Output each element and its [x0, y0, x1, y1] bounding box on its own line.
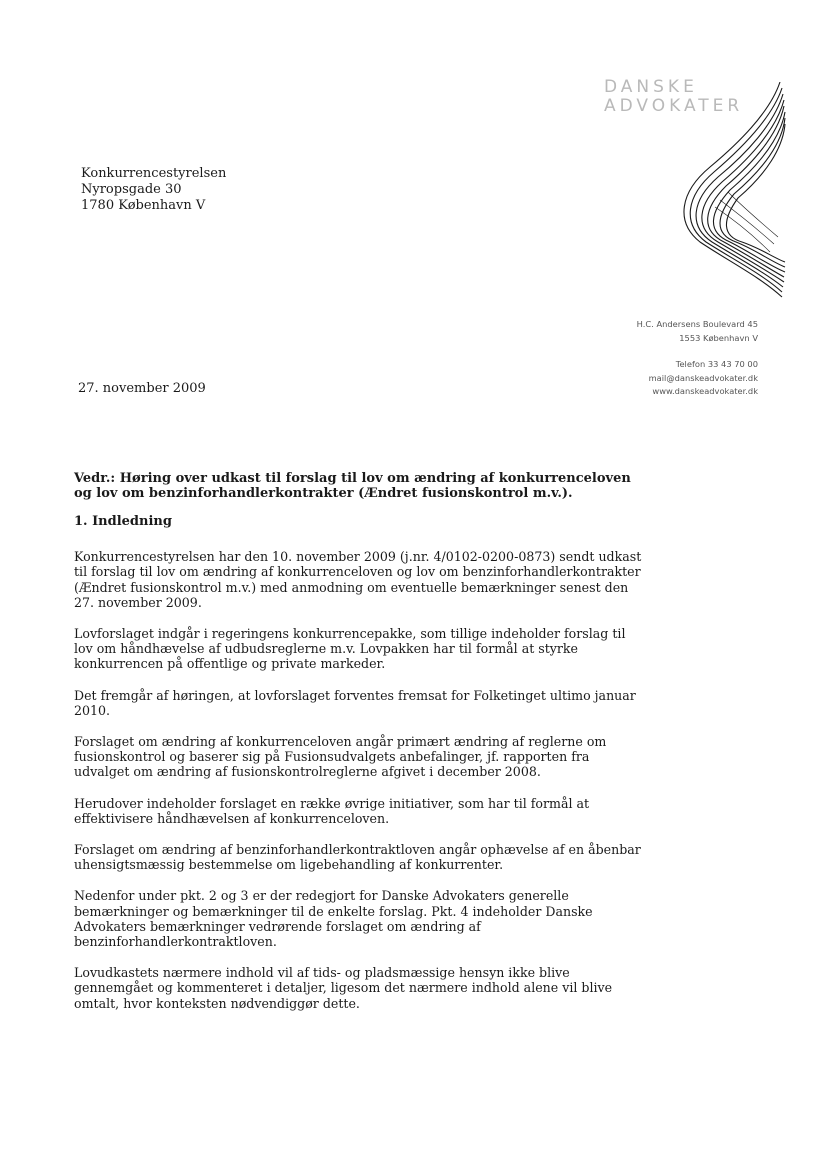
- sender-website: www.danskeadvokater.dk: [652, 386, 758, 396]
- paragraph: Forslaget om ændring af benzinforhandlerkontraktloven angår ophævelse af en åbenbar uhensigtsmæssig bestemmelse om ligebehandling af konkurrenter.: [74, 842, 641, 873]
- section-heading: 1. Indledning: [74, 514, 172, 529]
- paragraph: Konkurrencestyrelsen har den 10. november 2009 (j.nr. 4/0102-0200-0873) sendt udkast til forslag til lov om ændring af konkurrenceloven og lov om benzinforhandlerkontrakter (Ændret fusionskontrol m.v.) med anmodning om eventuelle bemærkninger senest den 27. november 2009.: [74, 549, 642, 610]
- subject-line: Vedr.: Høring over udkast til forslag til lov om ændring af konkurrenceloven og lov om benzinforhandlerkontrakter (Ændret fusionskontrol m.v.).: [74, 471, 631, 501]
- recipient-city: 1780 København V: [81, 198, 206, 213]
- sender-email: mail@danskeadvokater.dk: [648, 372, 758, 383]
- paragraph: Lovudkastets nærmere indhold vil af tids- og pladsmæssige hensyn ikke blive gennemgået og kommenteret i detaljer, ligesom det nærmere indhold alene vil blive omtalt, hvor konteksten nødvendiggør dette.: [74, 965, 613, 1011]
- sender-phone: Telefon 33 43 70 00: [675, 359, 758, 369]
- paragraph: Herudover indeholder forslaget en række øvrige initiativer, som har til formål at effektivisere håndhævelsen af konkurrenceloven.: [74, 795, 590, 826]
- paragraph: Det fremgår af høringen, at lovforslaget forventes fremsat for Folketinget ultimo januar 2010.: [74, 687, 636, 718]
- sender-address: [637, 318, 758, 399]
- recipient-address: [81, 166, 226, 214]
- logo-line-2: ADVOKATER: [604, 96, 744, 116]
- recipient-name: Konkurrencestyrelsen: [81, 166, 227, 181]
- paragraph: Nedenfor under pkt. 2 og 3 er der redegjort for Danske Advokaters generelle bemærkninger og bemærkninger til de enkelte forslag. Pkt. 4 indeholder Danske Advokaters bemærkninger vedrørende forslaget om ændring af benzinforhandlerkontraktloven.: [74, 888, 593, 950]
- paragraph: Forslaget om ændring af konkurrenceloven angår primært ændring af reglerne om fusionskontrol og baserer sig på Fusionsudvalgets anbefalinger, jf. rapporten fra udvalget om ændring af fusionskontrolreglerne afgivet i december 2008.: [74, 734, 607, 780]
- letter-date: 27. november 2009: [78, 381, 206, 396]
- sender-street: H.C. Andersens Boulevard 45: [636, 319, 758, 329]
- paragraph: Lovforslaget indgår i regeringens konkurrencepakke, som tillige indeholder forslag til lov om håndhævelse af udbudsreglerne m.v. Lovpakken har til formål at styrke konkurrencen på offentlige og private markeder.: [74, 626, 626, 672]
- recipient-street: Nyropsgade 30: [81, 182, 182, 197]
- logo-swoosh-graphic: [670, 82, 786, 302]
- sender-city: 1553 København V: [679, 332, 758, 343]
- letter-body: [74, 471, 648, 1011]
- logo-line-1: DANSKE: [604, 77, 698, 97]
